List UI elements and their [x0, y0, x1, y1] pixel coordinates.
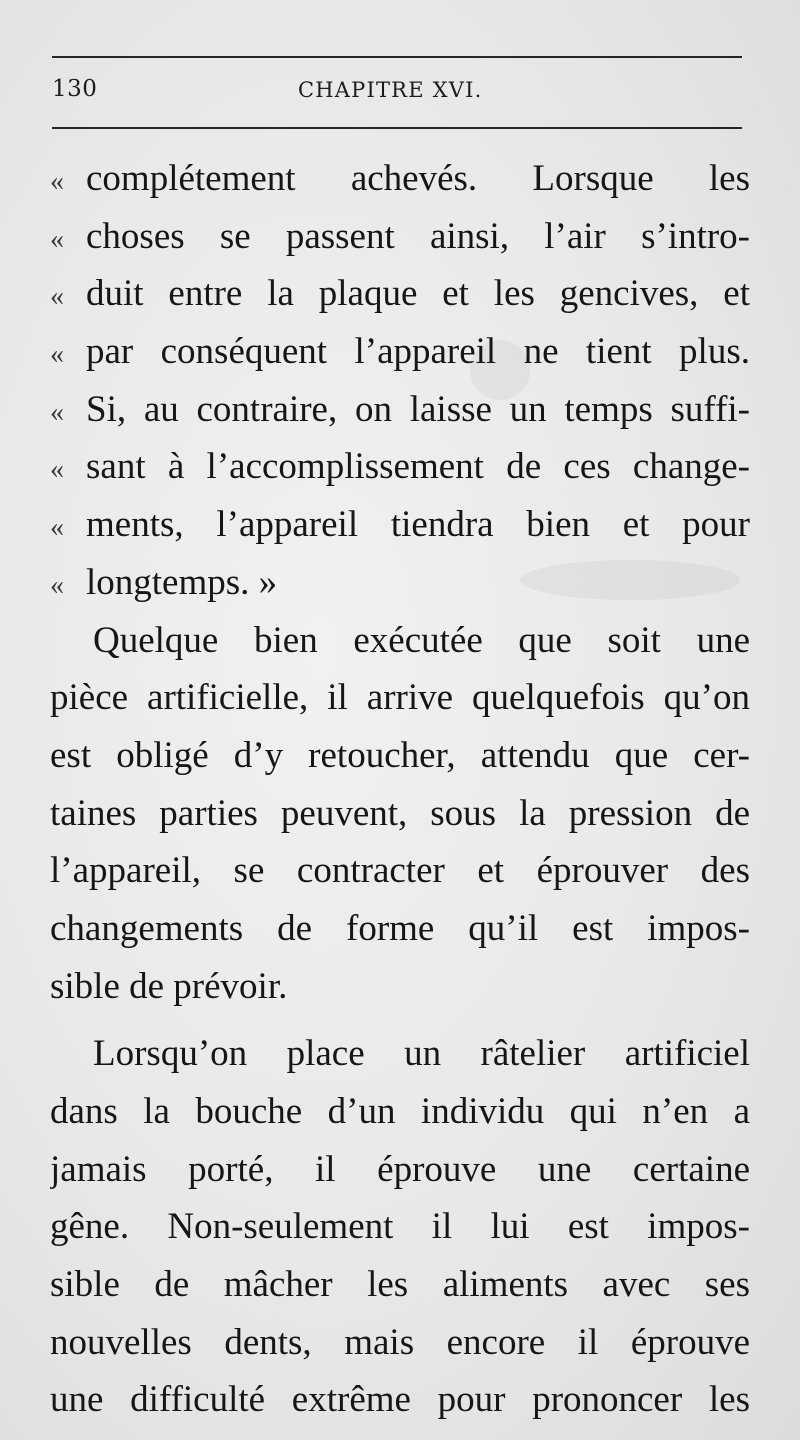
text-line	[50, 1371, 750, 1429]
line-text: pièce artificielle, il arrive quelquefois qu’on	[50, 677, 750, 719]
line-text: ments, l’appareil tiendra bien et pour	[86, 504, 750, 546]
line-text: complétement achevés. Lorsque les	[86, 158, 750, 199]
text-line	[50, 1314, 750, 1372]
quote-mark: «	[50, 396, 64, 428]
line-text: taines parties peuvent, sous la pression de	[50, 792, 750, 834]
line-text: nouvelles dents, mais encore il éprouve	[50, 1321, 750, 1363]
line-text: choses se passent ainsi, l’air s’intro-	[86, 215, 750, 257]
paragraph-first-line	[50, 1025, 750, 1083]
chapter-title: CHAPITRE XVI.	[298, 78, 483, 102]
line-text: sant à l’accomplissement de ces change-	[86, 446, 750, 488]
text-line	[50, 323, 750, 381]
line-text: dans la bouche d’un individu qui n’en a	[50, 1091, 750, 1132]
quote-mark: «	[50, 223, 64, 255]
text-line	[50, 1083, 750, 1141]
text-line	[50, 785, 750, 843]
text-line	[50, 265, 750, 323]
line-text: Si, au contraire, on laisse un temps suffi-	[86, 388, 750, 430]
line-text: l’appareil, se contracter et éprouver des	[50, 850, 750, 892]
text-line	[50, 150, 750, 208]
body-text	[50, 150, 750, 1429]
line-text: gêne. Non-seulement il lui est impos-	[50, 1206, 750, 1248]
text-line	[50, 727, 750, 785]
quote-mark: «	[50, 339, 64, 371]
text-line	[50, 1141, 750, 1199]
line-text: Quelque bien exécutée que soit une	[93, 619, 750, 661]
text-line	[50, 381, 750, 439]
text-line	[50, 496, 750, 554]
header-bottom-rule	[52, 127, 742, 129]
line-text: duit entre la plaque et les gencives, et	[86, 273, 750, 315]
text-line	[50, 554, 750, 612]
header-top-rule	[52, 56, 742, 58]
line-text: sible de mâcher les aliments avec ses	[50, 1264, 750, 1306]
line-text: longtemps. »	[86, 561, 278, 603]
line-text: une difficulté extrême pour prononcer les	[50, 1379, 750, 1421]
text-line	[50, 438, 750, 496]
running-head	[52, 72, 742, 112]
line-text: jamais porté, il éprouve une certaine	[50, 1148, 750, 1190]
quote-mark: «	[50, 569, 64, 601]
line-text: par conséquent l’appareil ne tient plus.	[86, 331, 750, 373]
text-line	[50, 842, 750, 900]
line-text: changements de forme qu’il est impos-	[50, 907, 750, 949]
line-text: sible de prévoir.	[50, 965, 288, 1007]
quote-mark: «	[50, 281, 64, 313]
text-line	[50, 958, 750, 1016]
text-line	[50, 1198, 750, 1256]
text-line	[50, 208, 750, 266]
page-number: 130	[52, 76, 98, 102]
quote-mark: «	[50, 454, 64, 486]
quote-mark: «	[50, 512, 64, 544]
line-text: Lorsqu’on place un râtelier artificiel	[93, 1033, 750, 1075]
quote-mark: «	[50, 166, 64, 197]
paragraph-first-line	[50, 612, 750, 670]
text-line	[50, 1256, 750, 1314]
text-line	[50, 900, 750, 958]
line-text: est obligé d’y retoucher, attendu que cer-	[50, 734, 750, 776]
text-line	[50, 669, 750, 727]
